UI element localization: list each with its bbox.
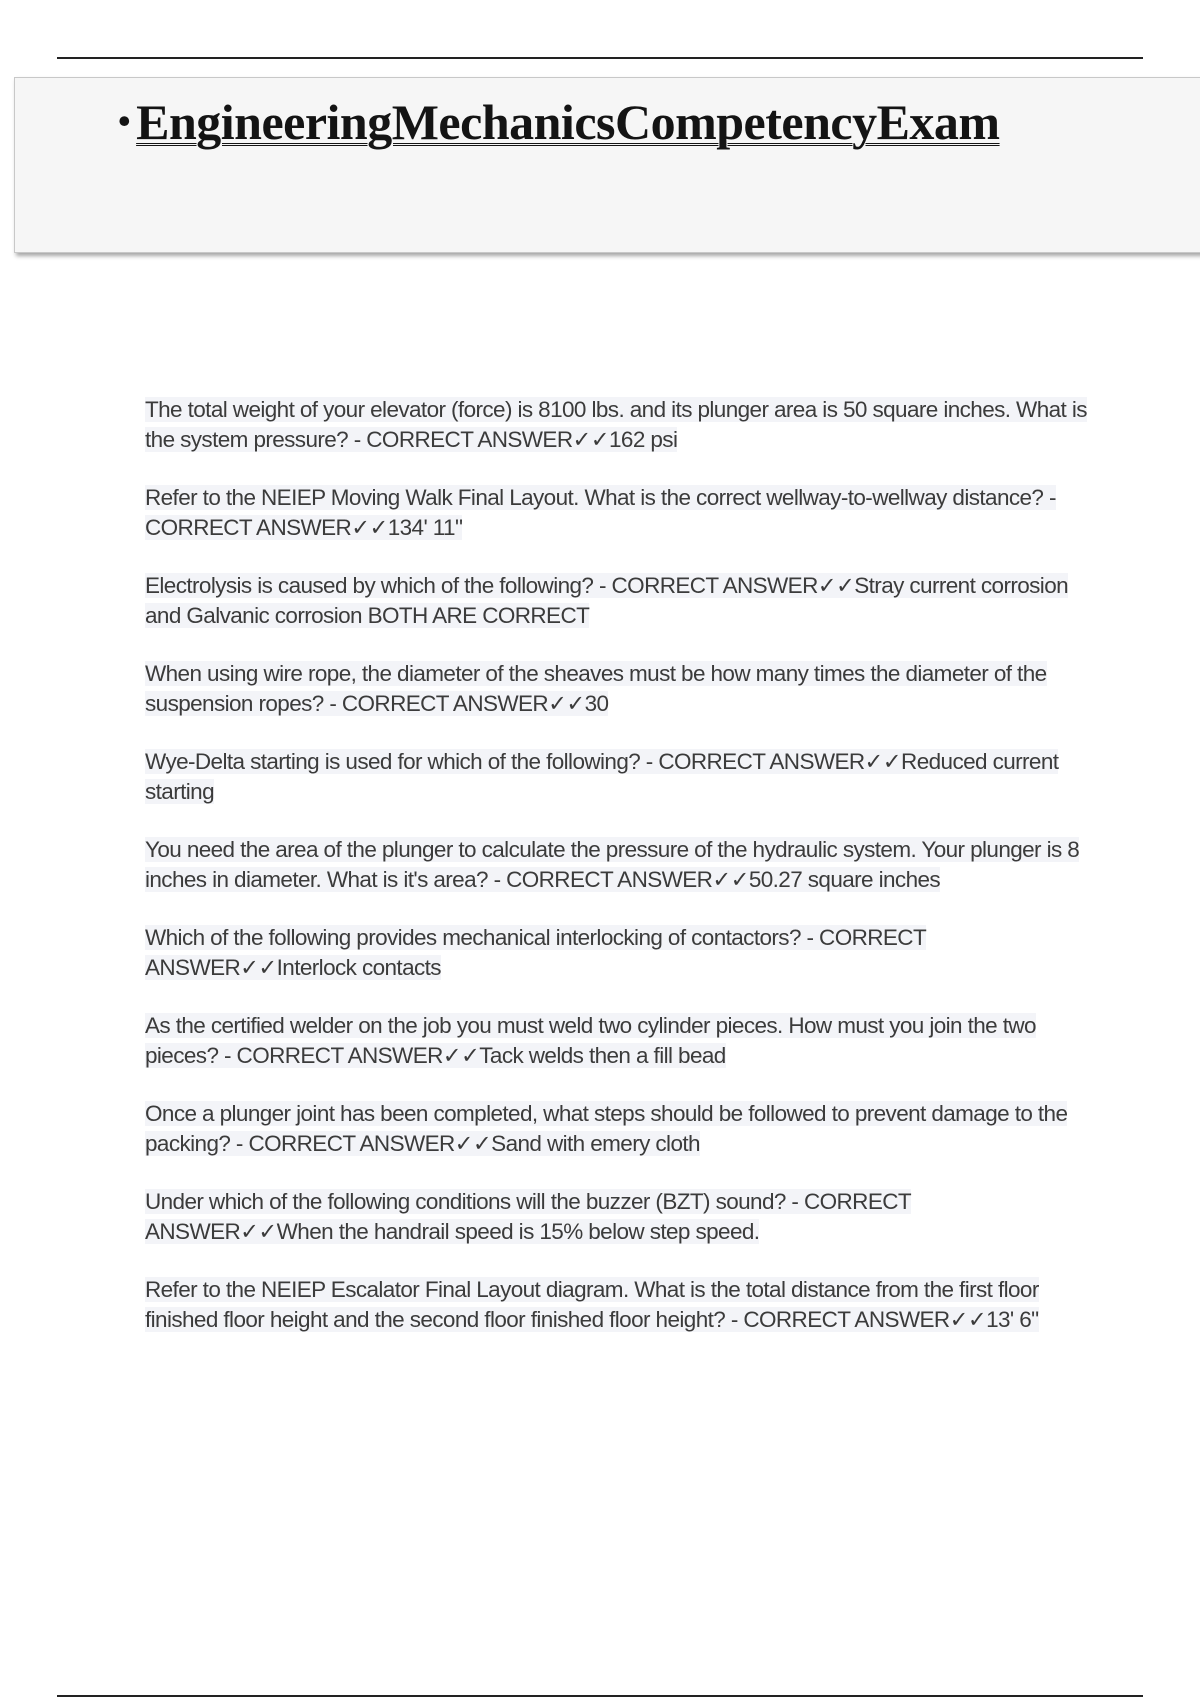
qa-item xyxy=(145,395,1090,455)
qa-item-text: The total weight of your elevator (force) is 8100 lbs. and its plunger area is 50 square inches. What is the system pressure? - CORRECT ANSWER✓✓162 psi xyxy=(145,397,1087,452)
qa-item-text: Which of the following provides mechanical interlocking of contactors? - CORRECT ANSWER✓✓Interlock contacts xyxy=(145,925,927,980)
qa-item xyxy=(145,571,1090,631)
qa-item xyxy=(145,1099,1090,1159)
qa-item xyxy=(145,1187,1090,1247)
qa-item-text: Electrolysis is caused by which of the following? - CORRECT ANSWER✓✓Stray current corrosion and Galvanic corrosion BOTH ARE CORRECT xyxy=(145,573,1069,628)
qa-item xyxy=(145,659,1090,719)
qa-item xyxy=(145,747,1090,807)
qa-item xyxy=(145,835,1090,895)
qa-item-text: Under which of the following conditions will the buzzer (BZT) sound? - CORRECT ANSWER✓✓When the handrail speed is 15% below step speed. xyxy=(145,1189,912,1244)
qa-item-text: You need the area of the plunger to calculate the pressure of the hydraulic system. Your plunger is 8 inches in diameter. What is it's area? - CORRECT ANSWER✓✓50.27 square inches xyxy=(145,837,1080,892)
bottom-divider xyxy=(57,1695,1143,1697)
qa-item-text: Wye-Delta starting is used for which of the following? - CORRECT ANSWER✓✓Reduced current starting xyxy=(145,749,1059,804)
qa-item-text: Refer to the NEIEP Moving Walk Final Layout. What is the correct wellway-to-wellway distance? - CORRECT ANSWER✓✓134' 11" xyxy=(145,485,1056,540)
qa-item-text: When using wire rope, the diameter of the sheaves must be how many times the diameter of the suspension ropes? - CORRECT ANSWER✓✓30 xyxy=(145,661,1047,716)
qa-list xyxy=(145,395,1090,1363)
qa-item xyxy=(145,1275,1090,1335)
page-title xyxy=(118,93,1000,151)
bullet-icon: • xyxy=(118,101,131,141)
qa-item xyxy=(145,923,1090,983)
page-title-text: EngineeringMechanicsCompetencyExam xyxy=(136,94,1000,150)
qa-item-text: Refer to the NEIEP Escalator Final Layout diagram. What is the total distance from the first floor finished floor height and the second floor finished floor height? - CORRECT ANSWER✓✓13' 6" xyxy=(145,1277,1039,1332)
qa-item-text: As the certified welder on the job you must weld two cylinder pieces. How must you join the two pieces? - CORRECT ANSWER✓✓Tack welds then a fill bead xyxy=(145,1013,1036,1068)
qa-item xyxy=(145,1011,1090,1071)
qa-item xyxy=(145,483,1090,543)
top-divider xyxy=(57,57,1143,59)
qa-item-text: Once a plunger joint has been completed, what steps should be followed to prevent damage to the packing? - CORRECT ANSWER✓✓Sand with emery cloth xyxy=(145,1101,1068,1156)
